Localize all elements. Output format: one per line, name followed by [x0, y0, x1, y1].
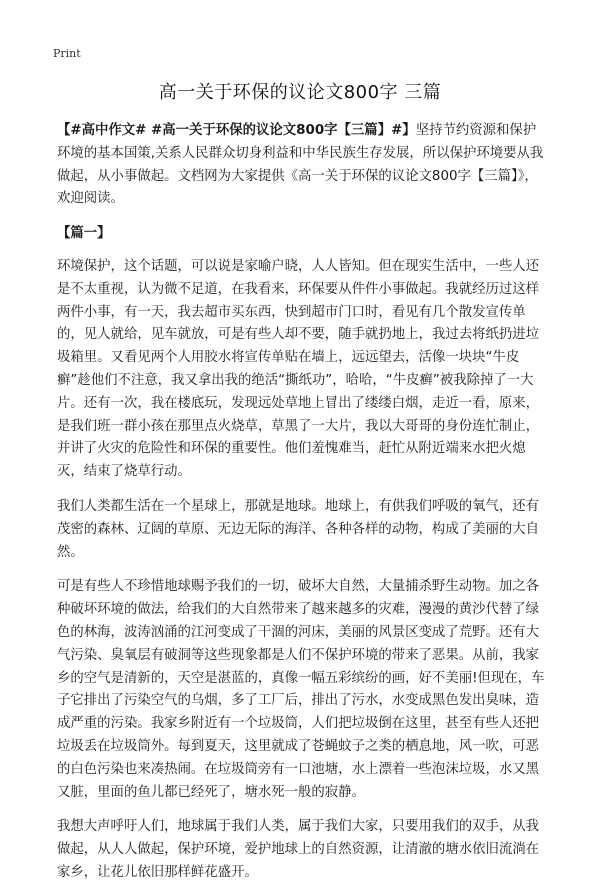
intro-bold-tags: 【#高中作文# #高一关于环保的议论文800字【三篇】#】 [57, 123, 416, 138]
paragraph-2: 我们人类都生活在一个星球上，那就是地球。地球上，有供我们呼吸的氧气，还有茂密的森林、辽阔的草原、无边无际的海洋、各种各样的动物，构成了美丽的大自然。 [57, 498, 540, 560]
intro-paragraph [57, 120, 547, 211]
print-link[interactable]: Print [53, 47, 81, 60]
document-body [57, 120, 547, 885]
page-title: 高一关于环保的议论文800字 三篇 [158, 82, 442, 103]
paragraph-1: 环境保护，这个话题，可以说是家喻户晓，人人皆知。但在现实生活中，一些人还是不太重视，认为微不足道，在我看来，环保要从件件小事做起。我就经历过这样两件小事，有一天，我去超市买东西，快到超市门口时，看见有几个散发宣传单的，见人就给，见车就放，可是有些人却不要，随手就扔地上，我过去将纸扔进垃圾箱里。又看见两个人用胶水将宣传单贴在墙上，远远望去，活像一块块“牛皮癣”趁他们不注意，我又拿出我的绝活“撕纸功”，哈哈，“牛皮癣”被我除掉了一大片。还有一次，我在楼底玩，发现远处草地上冒出了缕缕白烟，走近一看，原来，是我们班一群小孩在那里点火烧草，草黑了一大片，我以大哥哥的身份连忙制止，并讲了火灾的危险性和环保的重要性。他们羞愧难当，赶忙从附近端来水把火熄灭，结束了烧草行动。 [57, 258, 540, 480]
intro-text: 坚持节约资源和保护环境的基本国策,关系人民群众切身利益和中华民族生存发展，所以保护环境要从我做起，从小事做起。文档网为大家提供《高一关于环保的议论文800字【三篇】》，欢迎阅读。 [57, 123, 544, 207]
paragraph-4: 我想大声呼吁人们，地球属于我们人类，属于我们大家，只要用我们的双手，从我做起，从人人做起，保护环境，爱护地球上的自然资源，让清澈的塘水依旧流淌在家乡，让花儿依旧那样鲜花盛开。 [57, 819, 540, 880]
paragraph-3: 可是有些人不珍惜地球赐予我们的一切，破坏大自然，大量捕杀野生动物。加之各种破坏环境的做法，给我们的大自然带来了越来越多的灾难，漫漫的黄沙代替了绿色的林海，波涛汹涌的江河变成了干涸的河床，美丽的风景区变成了荒野。还有大气污染、臭氧层有破洞等这些现象都是人们不保护环境的带来了恶果。从前，我家乡的空气是清新的，天空是湛蓝的，真像一幅五彩缤纷的画，好不美丽!但现在，车子它排出了污染空气的乌烟，多了工厂后，排出了污水，水变成黑色发出臭味，造成严重的污染。我家乡附近有一个垃圾筒，人们把垃圾倒在这里，甚至有些人还把垃圾丢在垃圾筒外。每到夏天，这里就成了苍蝇蚊子之类的栖息地，风一吹，可恶的白色污染也来凑热闹。在垃圾筒旁有一口池塘，水上漂着一些泡沫垃圾，水又黑又脏，里面的鱼儿都已经死了，塘水死一般的寂静。 [57, 579, 545, 800]
section-title: 【篇一】 [57, 226, 111, 242]
